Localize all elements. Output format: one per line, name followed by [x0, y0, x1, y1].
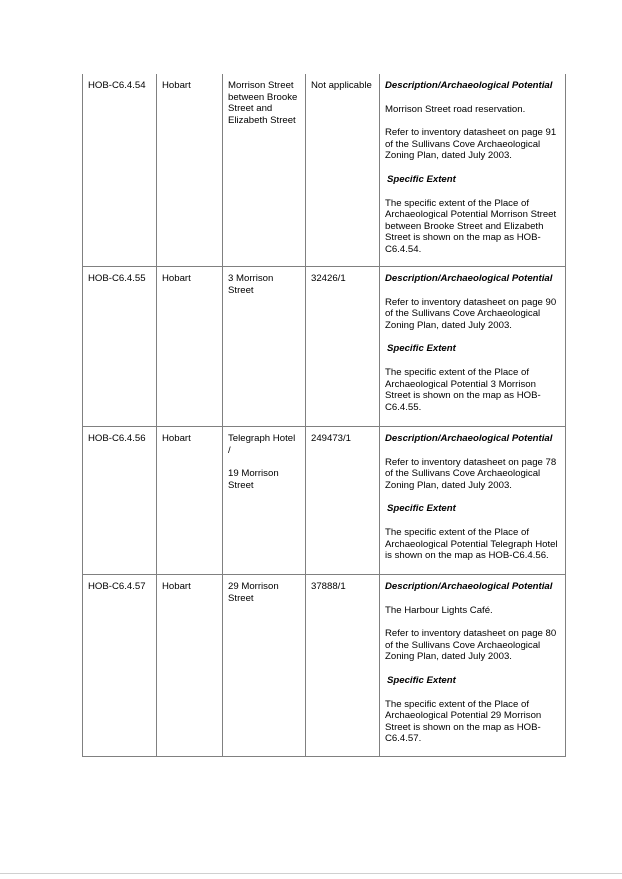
- extent-heading: Specific Extent: [387, 674, 456, 686]
- ref-number: HOB-C6.4.57: [88, 581, 146, 592]
- title-ref-cell: [306, 74, 380, 267]
- location-cell: [223, 74, 306, 267]
- description-cell: [380, 267, 566, 427]
- suburb-cell: [157, 74, 223, 267]
- description-cell: [380, 575, 566, 757]
- ref-number-cell: [83, 575, 157, 757]
- archaeological-places-table: [82, 74, 566, 757]
- location-text: 19 Morrison Street: [228, 468, 279, 491]
- description-heading: Description/Archaeological Potential: [385, 581, 553, 592]
- extent-heading: Specific Extent: [387, 503, 456, 515]
- title-ref: 32426/1: [311, 273, 346, 284]
- ref-number-cell: [83, 427, 157, 575]
- table-row: [83, 74, 566, 267]
- description-paragraph: Refer to inventory datasheet on page 80 of the Sullivans Cove Archaeological Zoning Plan, dated July 2003.: [385, 628, 557, 663]
- description-heading: Description/Archaeological Potential: [385, 80, 553, 91]
- extent-text: The specific extent of the Place of Archaeological Potential Morrison Street between Brooke Street and Elizabeth Street is shown on the map as HOB-C6.4.54.: [385, 197, 557, 255]
- extent-text: The specific extent of the Place of Archaeological Potential Telegraph Hotel is shown on the map as HOB-C6.4.56.: [385, 526, 558, 562]
- location-cell: [223, 427, 306, 575]
- location-text: Morrison Street between Brooke Street and Elizabeth Street: [228, 80, 298, 126]
- location-cell: [223, 575, 306, 757]
- page-bottom-rule: [0, 873, 622, 874]
- suburb: Hobart: [162, 433, 191, 444]
- ref-number-cell: [83, 74, 157, 267]
- suburb-cell: [157, 427, 223, 575]
- description-heading: Description/Archaeological Potential: [385, 433, 553, 444]
- location-text: 29 Morrison Street: [228, 581, 279, 604]
- description-heading: Description/Archaeological Potential: [385, 273, 553, 284]
- description-cell: [380, 74, 566, 267]
- extent-heading: Specific Extent: [387, 173, 456, 185]
- title-ref: 37888/1: [311, 581, 346, 592]
- extent-heading: Specific Extent: [387, 343, 456, 355]
- description-paragraph: Refer to inventory datasheet on page 78 of the Sullivans Cove Archaeological Zoning Plan, dated July 2003.: [385, 456, 557, 491]
- description-paragraph: Refer to inventory datasheet on page 91 of the Sullivans Cove Archaeological Zoning Plan, dated July 2003.: [385, 127, 557, 162]
- extent-text: The specific extent of the Place of Archaeological Potential 29 Morrison Street is shown on the map as HOB-C6.4.57.: [385, 698, 542, 745]
- title-ref: 249473/1: [311, 433, 352, 444]
- description-paragraph: Refer to inventory datasheet on page 90 of the Sullivans Cove Archaeological Zoning Plan, dated July 2003.: [385, 296, 557, 331]
- suburb: Hobart: [162, 581, 191, 592]
- title-ref-cell: [306, 267, 380, 427]
- suburb-cell: [157, 267, 223, 427]
- suburb: Hobart: [162, 273, 191, 284]
- location-text: 3 Morrison Street: [228, 273, 274, 296]
- location-cell: [223, 267, 306, 427]
- description-paragraph: Morrison Street road reservation.: [385, 103, 526, 115]
- table-row: [83, 575, 566, 757]
- location-text: Telegraph Hotel /: [228, 433, 296, 456]
- title-ref: Not applicable: [311, 80, 372, 91]
- ref-number: HOB-C6.4.54: [88, 80, 146, 91]
- ref-number-cell: [83, 267, 157, 427]
- table-row: [83, 427, 566, 575]
- table-row: [83, 267, 566, 427]
- suburb-cell: [157, 575, 223, 757]
- description-paragraph: The Harbour Lights Café.: [385, 604, 493, 616]
- ref-number: HOB-C6.4.56: [88, 433, 146, 444]
- title-ref-cell: [306, 427, 380, 575]
- ref-number: HOB-C6.4.55: [88, 273, 146, 284]
- suburb: Hobart: [162, 80, 191, 91]
- description-cell: [380, 427, 566, 575]
- title-ref-cell: [306, 575, 380, 757]
- extent-text: The specific extent of the Place of Archaeological Potential 3 Morrison Street is shown on the map as HOB-C6.4.55.: [385, 366, 541, 413]
